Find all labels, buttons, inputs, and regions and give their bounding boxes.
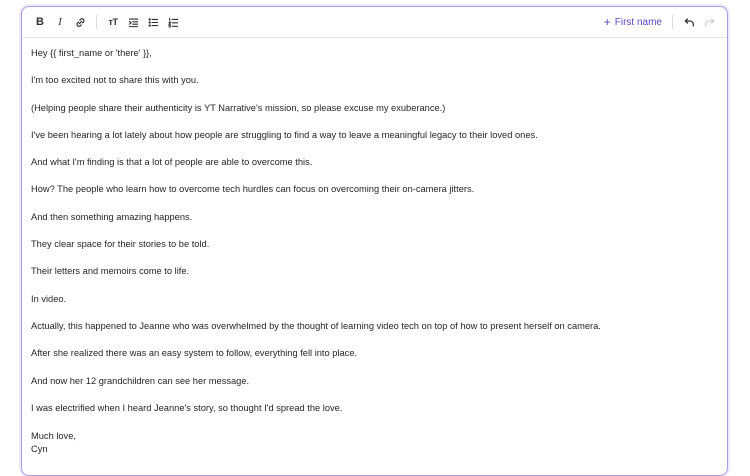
text-size-icon: тT <box>108 17 118 27</box>
paragraph: I was electrified when I heard Jeanne's story, so thought I'd spread the love. <box>31 402 343 413</box>
signature: Cyn <box>31 444 48 455</box>
paragraph: And now her 12 grandchildren can see her message. <box>31 375 250 386</box>
paragraph: And then something amazing happens. <box>31 211 193 222</box>
paragraph: (Helping people share their authenticity is YT Narrative's mission, so please excuse my exuberance.) <box>31 102 446 113</box>
indent-icon <box>128 17 139 28</box>
paragraph: After she realized there was an easy system to follow, everything fell into place. <box>31 348 358 359</box>
paragraph: I'm too excited not to share this with you. <box>31 75 199 86</box>
link-button[interactable] <box>70 12 90 32</box>
add-first-name-merge-tag-button[interactable] <box>600 17 666 28</box>
bullet-list-icon <box>148 17 159 28</box>
signoff: Much love, <box>31 431 76 442</box>
paragraph: And what I'm finding is that a lot of people are able to overcome this. <box>31 157 313 168</box>
redo-button[interactable] <box>699 12 719 32</box>
italic-icon: I <box>58 16 62 28</box>
numbered-list-icon <box>168 17 179 28</box>
bold-button[interactable] <box>30 12 50 32</box>
italic-button[interactable] <box>50 12 70 32</box>
plus-icon: + <box>603 15 611 29</box>
paragraph: Their letters and memoirs come to life. <box>31 266 190 277</box>
email-editor <box>21 6 728 476</box>
toolbar-right <box>600 12 719 32</box>
bold-icon: B <box>36 16 44 28</box>
undo-redo-group <box>679 12 719 32</box>
paragraph: I've been hearing a lot lately about how people are struggling to find a way to leave a meaningful legacy to their loved ones. <box>31 129 538 140</box>
paragraph: How? The people who learn how to overcome tech hurdles can focus on overcoming their on-camera jitters. <box>31 184 475 195</box>
email-body[interactable] <box>22 38 727 456</box>
bullet-list-button[interactable] <box>143 12 163 32</box>
redo-icon <box>704 17 715 28</box>
paragraph: In video. <box>31 293 67 304</box>
text-size-button[interactable] <box>103 12 123 32</box>
undo-icon <box>684 17 695 28</box>
toolbar-divider <box>672 15 673 29</box>
editor-toolbar <box>22 7 727 38</box>
paragraph: Actually, this happened to Jeanne who was overwhelmed by the thought of learning video tech on top of how to present herself on camera. <box>31 320 601 331</box>
link-icon <box>75 17 86 28</box>
paragraph: They clear space for their stories to be told. <box>31 239 210 250</box>
toolbar-divider <box>96 15 97 29</box>
paragraph: Hey {{ first_name or 'there' }}, <box>31 48 152 58</box>
first-name-label: First name <box>614 16 662 28</box>
undo-button[interactable] <box>679 12 699 32</box>
indent-button[interactable] <box>123 12 143 32</box>
numbered-list-button[interactable] <box>163 12 183 32</box>
